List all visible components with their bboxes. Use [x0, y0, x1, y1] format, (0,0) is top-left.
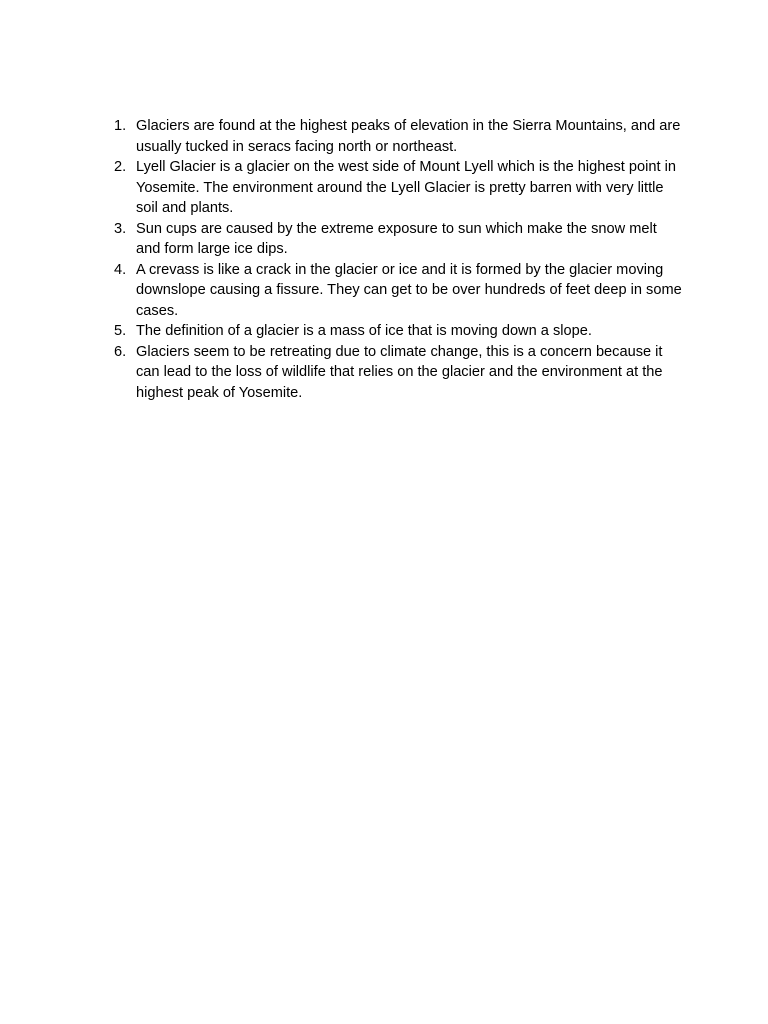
item-text: A crevass is like a crack in the glacier or ice and it is formed by the glacier moving downslope causing a fissure. They can get to be over hundreds of feet deep in some cases. [136, 261, 682, 319]
list-item [104, 342, 684, 404]
item-number: 5. [114, 323, 127, 339]
item-number: 1. [114, 118, 127, 134]
item-text: Lyell Glacier is a glacier on the west side of Mount Lyell which is the highest point in Yosemite. The environment around the Lyell Glacier is pretty barren with very little soil and plants. [136, 159, 676, 216]
item-number: 2. [114, 159, 127, 175]
item-number: 4. [114, 261, 127, 278]
item-text: The definition of a glacier is a mass of ice that is moving down a slope. [136, 323, 592, 339]
item-number: 3. [114, 220, 127, 237]
item-text: Sun cups are caused by the extreme exposure to sun which make the snow melt and form large ice dips. [136, 220, 657, 257]
list-item [104, 116, 684, 157]
item-text: Glaciers seem to be retreating due to climate change, this is a concern because it can lead to the loss of wildlife that relies on the glacier and the environment at the highest peak of Yosemite. [136, 343, 663, 401]
item-text: Glaciers are found at the highest peaks of elevation in the Sierra Mountains, and are usually tucked in seracs facing north or northeast. [136, 118, 681, 155]
list-item [104, 219, 684, 260]
list-item [104, 321, 684, 342]
numbered-list [104, 116, 684, 403]
item-number: 6. [114, 343, 127, 360]
list-item [104, 260, 684, 322]
list-item [104, 157, 684, 219]
